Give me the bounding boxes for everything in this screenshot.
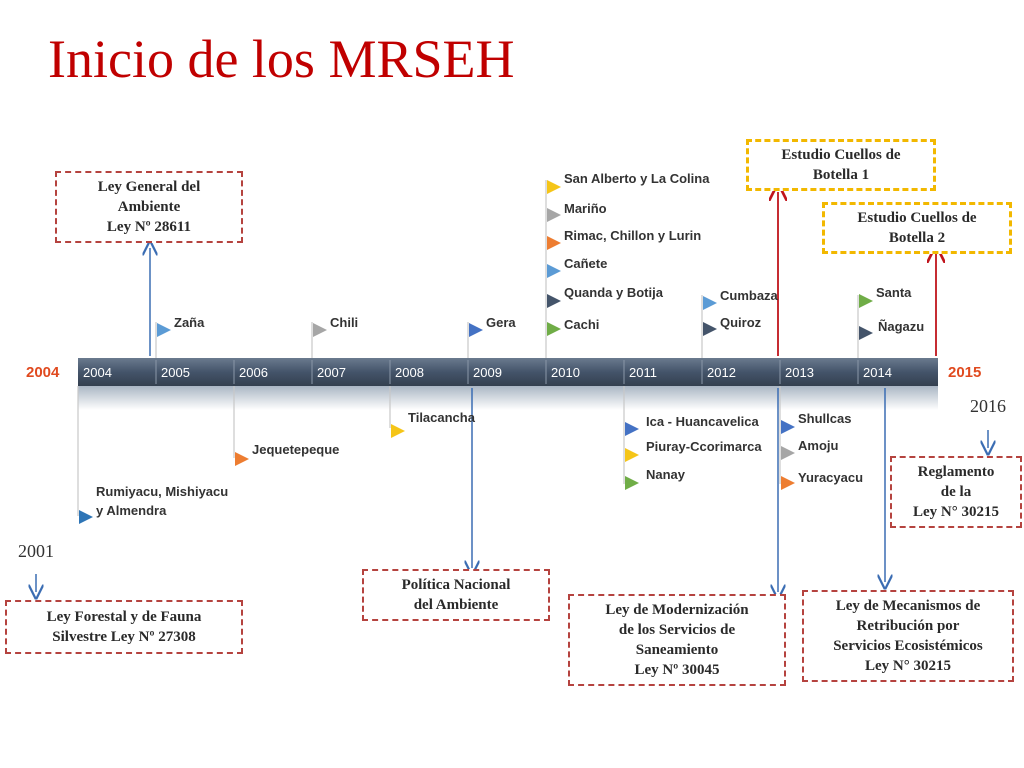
- box-line: Ley de Modernización: [605, 602, 749, 618]
- box-ley-modernizacion: [568, 594, 786, 686]
- year-2008: 2008: [395, 365, 424, 380]
- year-note-2016: 2016: [970, 396, 1006, 416]
- year-2014: 2014: [863, 365, 892, 380]
- flag-label: Rumiyacu, Mishiyacu: [96, 484, 229, 499]
- flag-marker: [313, 323, 327, 337]
- year-2009: 2009: [473, 365, 502, 380]
- flag-label: Piuray-Ccorimarca: [646, 439, 762, 454]
- timeline-start-label: 2004: [26, 364, 60, 381]
- flag-label: Cachi: [564, 317, 600, 332]
- box-line: Política Nacional: [401, 577, 511, 593]
- flag-marker: [547, 294, 561, 308]
- flag-label: San Alberto y La Colina: [564, 171, 710, 186]
- year-note-2001: 2001: [18, 541, 54, 561]
- flag-marker: [547, 322, 561, 336]
- flag-marker: [547, 208, 561, 222]
- year-2006: 2006: [239, 365, 268, 380]
- box-line: Estudio Cuellos de: [857, 210, 977, 226]
- flag-label: Jequetepeque: [252, 442, 340, 457]
- flag-label: Cumbaza: [720, 288, 778, 303]
- box-line: Ley N° 30215: [913, 504, 999, 520]
- year-2007: 2007: [317, 365, 346, 380]
- box-line: Retribución por: [856, 618, 960, 634]
- box-line: Ley N° 30215: [865, 658, 951, 674]
- flag-marker: [235, 452, 249, 466]
- flag-marker: [625, 422, 639, 436]
- year-2013: 2013: [785, 365, 814, 380]
- flag-label: y Almendra: [96, 503, 167, 518]
- box-line: Botella 1: [812, 167, 870, 183]
- flag-marker: [703, 296, 717, 310]
- box-line: del Ambiente: [413, 597, 499, 613]
- box-ley-mecanismos: [802, 590, 1014, 682]
- flag-marker: [625, 476, 639, 490]
- flag-marker: [469, 323, 483, 337]
- flag-label: Tilacancha: [408, 410, 475, 425]
- box-ley-general-ambiente: [55, 171, 243, 243]
- flag-marker: [391, 424, 405, 438]
- flag-label: Shullcas: [798, 411, 852, 426]
- flag-label: Ica - Huancavelica: [646, 414, 759, 429]
- flags-below: [79, 420, 795, 524]
- box-line: Ley General del: [97, 179, 201, 195]
- box-line: Ley Forestal y de Fauna: [46, 609, 202, 625]
- flag-label: Quanda y Botija: [564, 285, 663, 300]
- flag-label: Amoju: [798, 438, 839, 453]
- box-line: de la: [940, 484, 972, 500]
- box-line: Botella 2: [888, 230, 946, 246]
- box-ley-forestal: [5, 600, 243, 654]
- box-line: Reglamento: [917, 464, 995, 480]
- flag-label: Ñagazu: [878, 319, 925, 334]
- flag-label: Zaña: [174, 315, 205, 330]
- flag-marker: [781, 476, 795, 490]
- flag-label: Yuracyacu: [798, 470, 864, 485]
- timeline-end-label: 2015: [948, 364, 982, 381]
- page-title: Inicio de los MRSEH: [48, 29, 515, 89]
- flag-label: Gera: [486, 315, 516, 330]
- flag-label: Santa: [876, 285, 912, 300]
- box-line: Ley de Mecanismos de: [835, 598, 981, 614]
- flag-label: Rimac, Chillon y Lurin: [564, 228, 702, 243]
- box-line: Ley Nº 28611: [106, 219, 192, 235]
- box-line: Estudio Cuellos de: [781, 147, 901, 163]
- box-estudio-cuellos-2: [822, 202, 1012, 254]
- year-2010: 2010: [551, 365, 580, 380]
- flag-label: Mariño: [564, 201, 607, 216]
- flag-label: Cañete: [564, 256, 608, 271]
- year-2011: 2011: [629, 365, 657, 380]
- flag-marker: [859, 294, 873, 308]
- flag-marker: [625, 448, 639, 462]
- box-reglamento: [890, 456, 1022, 528]
- flag-label: Quiroz: [720, 315, 762, 330]
- year-2004: 2004: [83, 365, 112, 380]
- flag-marker: [547, 264, 561, 278]
- box-line: Saneamiento: [635, 642, 719, 658]
- box-line: Ambiente: [117, 199, 181, 215]
- box-line: Servicios Ecosistémicos: [833, 638, 983, 654]
- box-line: Ley Nº 30045: [634, 662, 720, 678]
- flag-marker: [703, 322, 717, 336]
- flag-marker: [79, 510, 93, 524]
- flag-marker: [859, 326, 873, 340]
- flag-marker: [781, 446, 795, 460]
- box-estudio-cuellos-1: [746, 139, 936, 191]
- flag-label: Chili: [330, 315, 359, 330]
- flag-marker: [157, 323, 171, 337]
- year-2012: 2012: [707, 365, 736, 380]
- year-2005: 2005: [161, 365, 190, 380]
- box-line: Silvestre Ley Nº 27308: [52, 629, 196, 645]
- box-politica-nacional: [362, 569, 550, 621]
- flag-marker: [547, 236, 561, 250]
- box-line: de los Servicios de: [618, 622, 736, 638]
- flag-marker: [781, 420, 795, 434]
- flag-label: Nanay: [646, 467, 686, 482]
- timeline-bar-reflection: [78, 386, 938, 410]
- flag-marker: [547, 180, 561, 194]
